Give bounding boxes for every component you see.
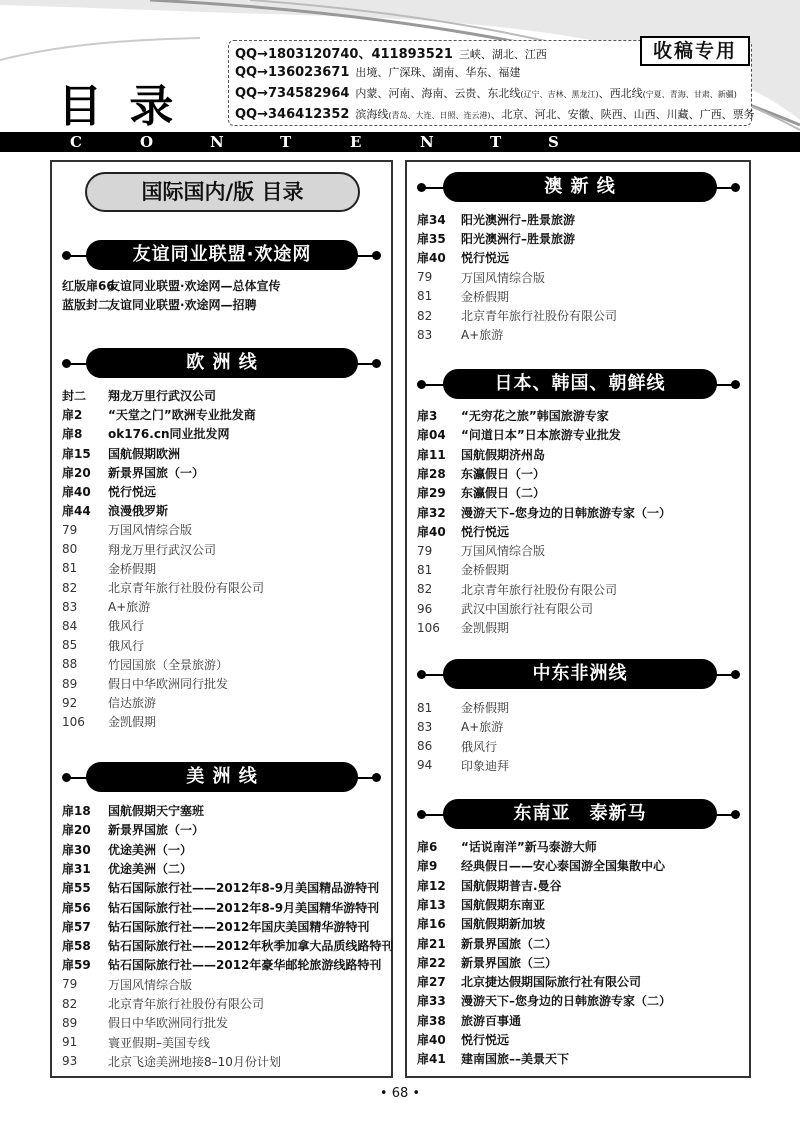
list-item <box>62 1033 210 1052</box>
list-item <box>62 1013 228 1032</box>
page-number: • 68 • <box>379 1086 421 1101</box>
section-header <box>407 799 749 829</box>
page-code: 扉35 <box>417 232 446 247</box>
entry-text: 北京捷达假期国际旅行社有限公司 <box>461 975 642 990</box>
page-code: 81 <box>62 561 78 576</box>
list-item <box>417 972 641 991</box>
list-item <box>417 268 545 287</box>
page-code: 扉58 <box>62 939 91 954</box>
entry-text: 信达旅游 <box>108 696 157 711</box>
page-code: 96 <box>417 601 433 616</box>
bullet-dot-icon <box>417 670 426 679</box>
entry-text: 北京青年旅行社股份有限公司 <box>108 997 265 1011</box>
qq-line <box>235 85 737 105</box>
list-item <box>417 580 617 599</box>
entry-text: 悦行悦远 <box>461 524 510 539</box>
page-code: 扉44 <box>62 504 91 519</box>
page-code: 扉59 <box>62 958 91 973</box>
contents-letter: T <box>280 133 292 151</box>
bullet-dot-icon <box>417 380 426 389</box>
qq-line <box>235 64 520 84</box>
list-item <box>62 994 264 1013</box>
entry-text: 寰亚假期–美国专线 <box>108 1035 211 1050</box>
list-item <box>62 463 204 482</box>
page-code: 扉21 <box>417 936 446 951</box>
page-code: 79 <box>417 270 433 285</box>
page-code: 扉57 <box>62 919 91 934</box>
entry-text: 金凯假期 <box>461 621 510 636</box>
qq-line <box>235 43 547 63</box>
bullet-dot-icon <box>62 773 71 782</box>
page-code: 扉41 <box>417 1052 446 1067</box>
section-title: 欧 洲 线 <box>86 348 358 378</box>
entry-text: 悦行悦远 <box>461 251 510 266</box>
section-title: 日本、韩国、朝鲜线 <box>443 369 717 399</box>
entry-text: “无穷花之旅”韩国旅游专家 <box>461 409 609 423</box>
bullet-dot-icon <box>731 670 740 679</box>
entry-text: 万国风情综合版 <box>108 977 193 992</box>
entry-text: 钻石国际旅行社——2012年国庆美国精华游特刊 <box>108 919 370 934</box>
list-item <box>62 559 156 578</box>
list-item <box>62 276 281 295</box>
list-item <box>62 878 379 897</box>
page-code: 93 <box>62 1054 78 1069</box>
entry-text: 经典假日——安心泰国游全国集散中心 <box>461 859 666 874</box>
list-item <box>62 917 369 936</box>
list-item <box>62 712 156 731</box>
entry-text: 翔龙万里行武汉公司 <box>108 542 217 557</box>
list-item <box>62 424 230 443</box>
entry-text: A+旅游 <box>108 600 151 615</box>
entry-text: 浪漫俄罗斯 <box>108 504 169 519</box>
entry-text: 万国风情综合版 <box>108 523 193 538</box>
page-code: 扉04 <box>417 428 446 443</box>
list-item <box>417 229 575 248</box>
list-item <box>417 522 509 541</box>
page-code: 79 <box>417 543 433 558</box>
qq-number: QQ→734582964 <box>235 86 350 101</box>
page-code: 蓝版封二 <box>62 298 111 312</box>
page-code: 扉15 <box>62 446 91 461</box>
bullet-dot-icon <box>731 183 740 192</box>
entry-text: “天堂之门”欧洲专业批发商 <box>108 408 256 423</box>
entry-text: “话说南洋”新马泰游大师 <box>461 840 597 854</box>
section-title: 友谊同业联盟·欢途网 <box>86 240 358 270</box>
page-code: 扉31 <box>62 861 91 876</box>
list-item <box>62 1052 281 1071</box>
list-item <box>62 386 216 405</box>
section-title: 东南亚 泰新马 <box>443 799 717 829</box>
bullet-dot-icon <box>372 251 381 260</box>
page-code: 94 <box>417 758 433 773</box>
list-item <box>417 599 593 618</box>
entry-text: 北京青年旅行社股份有限公司 <box>108 581 265 595</box>
entry-text: 金桥假期 <box>461 289 510 304</box>
entry-text: 漫游天下–您身边的日韩旅游专家（二） <box>461 994 672 1009</box>
page-code: 106 <box>417 620 440 635</box>
list-item <box>417 1011 521 1030</box>
entry-text: ok176.cn同业批发网 <box>108 427 230 442</box>
contents-letter: N <box>210 133 224 151</box>
page-code: 88 <box>62 657 78 672</box>
entry-text: 钻石国际旅行社——2012年豪华邮轮旅游线路特刊 <box>108 958 382 973</box>
page-code: 91 <box>62 1035 78 1050</box>
page-code: 扉22 <box>417 955 446 970</box>
list-item <box>417 837 597 856</box>
page-code: 扉27 <box>417 975 446 990</box>
contents-letter: O <box>140 133 154 151</box>
list-item <box>62 975 192 994</box>
page-code: 扉55 <box>62 881 91 896</box>
qq-number: QQ→1803120740、411893521 <box>235 47 453 62</box>
entry-text: 国航假期欧洲 <box>108 446 181 461</box>
page-code: 扉16 <box>417 917 446 932</box>
qq-area: 内蒙、河南、海南、云贵、东北线 <box>355 87 521 100</box>
page-code: 82 <box>417 582 433 597</box>
list-item <box>62 859 192 878</box>
section-header <box>52 240 391 270</box>
qq-area-group <box>355 106 754 122</box>
page-code: 83 <box>417 719 433 734</box>
list-item <box>62 578 264 597</box>
page-code: 80 <box>62 542 78 557</box>
list-item <box>417 445 545 464</box>
page-code: 扉28 <box>417 466 446 481</box>
qq-area-note: (青岛、大连、日照、连云港) <box>388 111 491 120</box>
page-code: 79 <box>62 977 78 992</box>
list-item <box>62 636 144 655</box>
page-code: 扉11 <box>417 447 446 462</box>
entry-text: 翔龙万里行武汉公司 <box>108 389 217 403</box>
bullet-dot-icon <box>372 359 381 368</box>
entry-text: 国航假期济州岛 <box>461 447 546 462</box>
page-code: 扉20 <box>62 465 91 480</box>
entry-text: 国航假期新加坡 <box>461 917 546 932</box>
qq-area-tail: 、西北线 <box>598 87 643 100</box>
list-item <box>417 756 509 775</box>
page-code: 扉40 <box>417 1033 446 1047</box>
entry-text: 新景界国旅（一） <box>108 465 205 480</box>
contents-letter: S <box>548 133 559 151</box>
list-item <box>417 541 545 560</box>
list-item <box>417 1030 509 1049</box>
entry-text: 旅游百事通 <box>461 1013 522 1028</box>
page-title: 目 录 <box>58 81 180 132</box>
list-item <box>417 934 557 953</box>
page-code: 扉40 <box>417 524 446 539</box>
entry-text: 建南国旅––美景天下 <box>461 1052 570 1067</box>
entry-text: 友谊同业联盟·欢途网—总体宣传 <box>108 279 281 293</box>
qq-area-tail: 、北京、河北、安徽、陕西、山西、川藏、广西、票务 <box>490 108 755 121</box>
page-code: 83 <box>417 327 433 342</box>
qq-number: QQ→136023671 <box>235 65 350 80</box>
page-code: 扉30 <box>62 842 91 857</box>
entry-text: 武汉中国旅行社有限公司 <box>461 602 594 616</box>
list-item <box>417 325 503 344</box>
list-item <box>417 464 545 483</box>
entry-text: 友谊同业联盟·欢途网—招聘 <box>108 298 257 312</box>
qq-area-note: (宁夏、青海、甘肃、新疆) <box>642 90 737 99</box>
page-code: 89 <box>62 676 78 691</box>
page-code: 81 <box>417 700 433 715</box>
list-item <box>62 840 192 859</box>
directory-title: 国际国内/版 目录 <box>85 172 360 212</box>
page-code: 扉6 <box>417 840 438 854</box>
list-item <box>417 717 503 736</box>
section-title: 美 洲 线 <box>86 762 358 792</box>
contents-bar <box>0 132 800 152</box>
list-item <box>62 444 180 463</box>
page-code: 封二 <box>62 389 87 403</box>
page-code: 扉40 <box>417 251 446 266</box>
page-code: 82 <box>62 996 78 1011</box>
entry-text: 假日中华欧洲同行批发 <box>108 1016 229 1031</box>
page-code: 扉3 <box>417 409 438 423</box>
contents-letter: N <box>420 133 434 151</box>
page-code: 扉2 <box>62 408 83 423</box>
page-code: 扉29 <box>417 486 446 501</box>
bullet-dot-icon <box>731 380 740 389</box>
list-item <box>417 856 665 875</box>
qq-area: 出境、广深珠、湖南、华东、福建 <box>355 66 521 79</box>
page-code: 79 <box>62 522 78 537</box>
entry-text: 悦行悦远 <box>461 1033 510 1047</box>
page-code: 扉20 <box>62 823 91 838</box>
qq-area: 三峡、湖北、江西 <box>458 48 547 61</box>
entry-text: 新景界国旅（三） <box>461 955 558 970</box>
page-code: 扉33 <box>417 994 446 1009</box>
list-item <box>62 616 144 635</box>
page-code: 85 <box>62 638 78 653</box>
entry-text: 北京青年旅行社股份有限公司 <box>461 309 618 323</box>
list-item <box>417 406 609 425</box>
entry-text: A+旅游 <box>461 720 504 735</box>
qq-area-group <box>355 85 737 101</box>
contents-letter: T <box>490 133 502 151</box>
list-item <box>62 405 256 424</box>
list-item <box>417 248 509 267</box>
page-code: 84 <box>62 618 78 633</box>
section-header <box>407 369 749 399</box>
page-code: 81 <box>417 289 433 304</box>
entry-text: 国航假期天宁塞班 <box>108 804 205 818</box>
entry-text: 钻石国际旅行社——2012年8-9月美国精华游特刊 <box>108 900 380 915</box>
list-item <box>417 287 509 306</box>
entry-text: 东瀛假日（一） <box>461 466 546 481</box>
entry-text: 东瀛假日（二） <box>461 486 546 501</box>
list-item <box>62 820 204 839</box>
entry-text: 北京飞途美洲地接8–10月份计划 <box>108 1054 281 1069</box>
bullet-dot-icon <box>731 810 740 819</box>
page-code: 82 <box>62 580 78 595</box>
entry-text: 钻石国际旅行社——2012年8-9月美国精品游特刊 <box>108 881 380 896</box>
section-header <box>52 762 391 792</box>
list-item <box>417 210 575 229</box>
page-code: 扉8 <box>62 427 83 442</box>
entry-text: 万国风情综合版 <box>461 270 546 285</box>
entry-text: 漫游天下–您身边的日韩旅游专家（一） <box>461 505 672 520</box>
list-item <box>62 955 381 974</box>
page-code: 扉40 <box>62 485 91 499</box>
page-code: 83 <box>62 599 78 614</box>
page-code: 扉34 <box>417 213 446 227</box>
entry-text: 优途美洲（一） <box>108 842 193 857</box>
list-item <box>417 503 671 522</box>
page-code: 红版扉66 <box>62 279 115 293</box>
entry-text: 钻石国际旅行社——2012年秋季加拿大品质线路特刊 <box>108 939 394 954</box>
entry-text: 俄风行 <box>108 638 145 653</box>
list-item <box>417 953 557 972</box>
section-header <box>52 348 391 378</box>
qq-number: QQ→346412352 <box>235 107 350 122</box>
page-code: 扉38 <box>417 1013 446 1028</box>
page-code: 82 <box>417 308 433 323</box>
entry-text: 优途美洲（二） <box>108 861 193 876</box>
entry-text: 金桥假期 <box>461 563 510 578</box>
list-item <box>417 991 671 1010</box>
entry-text: 北京青年旅行社股份有限公司 <box>461 582 618 597</box>
list-item <box>417 483 545 502</box>
list-item <box>62 655 228 674</box>
list-item <box>417 1049 569 1068</box>
list-item <box>62 674 228 693</box>
page-code: 81 <box>417 562 433 577</box>
entry-text: 印象迪拜 <box>461 758 510 773</box>
page-code: 扉12 <box>417 878 446 893</box>
entry-text: 国航假期东南亚 <box>461 897 546 912</box>
page-code: 扉32 <box>417 505 446 520</box>
entry-text: 国航假期普吉.曼谷 <box>461 878 562 893</box>
entry-text: 万国风情综合版 <box>461 544 546 559</box>
list-item <box>62 295 257 314</box>
section-header <box>407 172 749 202</box>
bullet-dot-icon <box>372 773 381 782</box>
list-item <box>62 898 379 917</box>
list-item <box>417 425 621 444</box>
list-item <box>62 936 393 955</box>
entry-text: 俄风行 <box>461 739 498 754</box>
left-column <box>50 160 393 1078</box>
entry-text: 阳光澳洲行–胜景旅游 <box>461 232 576 247</box>
list-item <box>417 560 509 579</box>
bullet-dot-icon <box>417 183 426 192</box>
qq-area-note: (辽宁、吉林、黑龙江) <box>520 90 599 99</box>
bullet-dot-icon <box>62 251 71 260</box>
list-item <box>62 597 150 616</box>
entry-text: 悦行悦远 <box>108 485 157 499</box>
entry-text: 竹园国旅（全景旅游） <box>108 657 229 672</box>
list-item <box>417 737 497 756</box>
entry-text: 新景界国旅（二） <box>461 936 558 951</box>
qq-line <box>235 106 755 126</box>
list-item <box>417 914 545 933</box>
entry-text: 金桥假期 <box>108 561 157 576</box>
entry-text: 阳光澳洲行–胜景旅游 <box>461 213 576 227</box>
entry-text: 假日中华欧洲同行批发 <box>108 677 229 691</box>
page-code: 92 <box>62 695 78 710</box>
page-code: 扉13 <box>417 897 446 912</box>
list-item <box>417 698 509 717</box>
bullet-dot-icon <box>62 359 71 368</box>
section-title: 澳 新 线 <box>443 172 717 202</box>
list-item <box>62 693 156 712</box>
contents-letter: E <box>350 133 362 151</box>
list-item <box>62 482 156 501</box>
submission-badge: 收稿专用 <box>640 36 750 66</box>
page-code: 106 <box>62 714 85 729</box>
bullet-dot-icon <box>417 810 426 819</box>
page-code: 扉56 <box>62 900 91 915</box>
list-item <box>62 540 216 559</box>
page-code: 扉9 <box>417 859 438 874</box>
list-item <box>62 801 204 820</box>
entry-text: A+旅游 <box>461 328 504 343</box>
entry-text: 金桥假期 <box>461 701 510 715</box>
page-code: 89 <box>62 1015 78 1030</box>
qq-area: 滨海线 <box>355 108 389 121</box>
list-item <box>417 876 562 895</box>
entry-text: 金凯假期 <box>108 715 157 730</box>
contents-letter: C <box>70 133 82 151</box>
list-item <box>62 520 192 539</box>
list-item <box>417 895 545 914</box>
list-item <box>417 618 509 637</box>
page-code: 86 <box>417 739 433 754</box>
section-title: 中东非洲线 <box>443 659 717 689</box>
section-header <box>407 659 749 689</box>
right-column <box>405 160 751 1078</box>
list-item <box>417 306 617 325</box>
entry-text: “问道日本”日本旅游专业批发 <box>461 428 621 443</box>
list-item <box>62 501 168 520</box>
entry-text: 新景界国旅（一） <box>108 823 205 838</box>
page-code: 扉18 <box>62 804 91 818</box>
entry-text: 俄风行 <box>108 619 145 634</box>
